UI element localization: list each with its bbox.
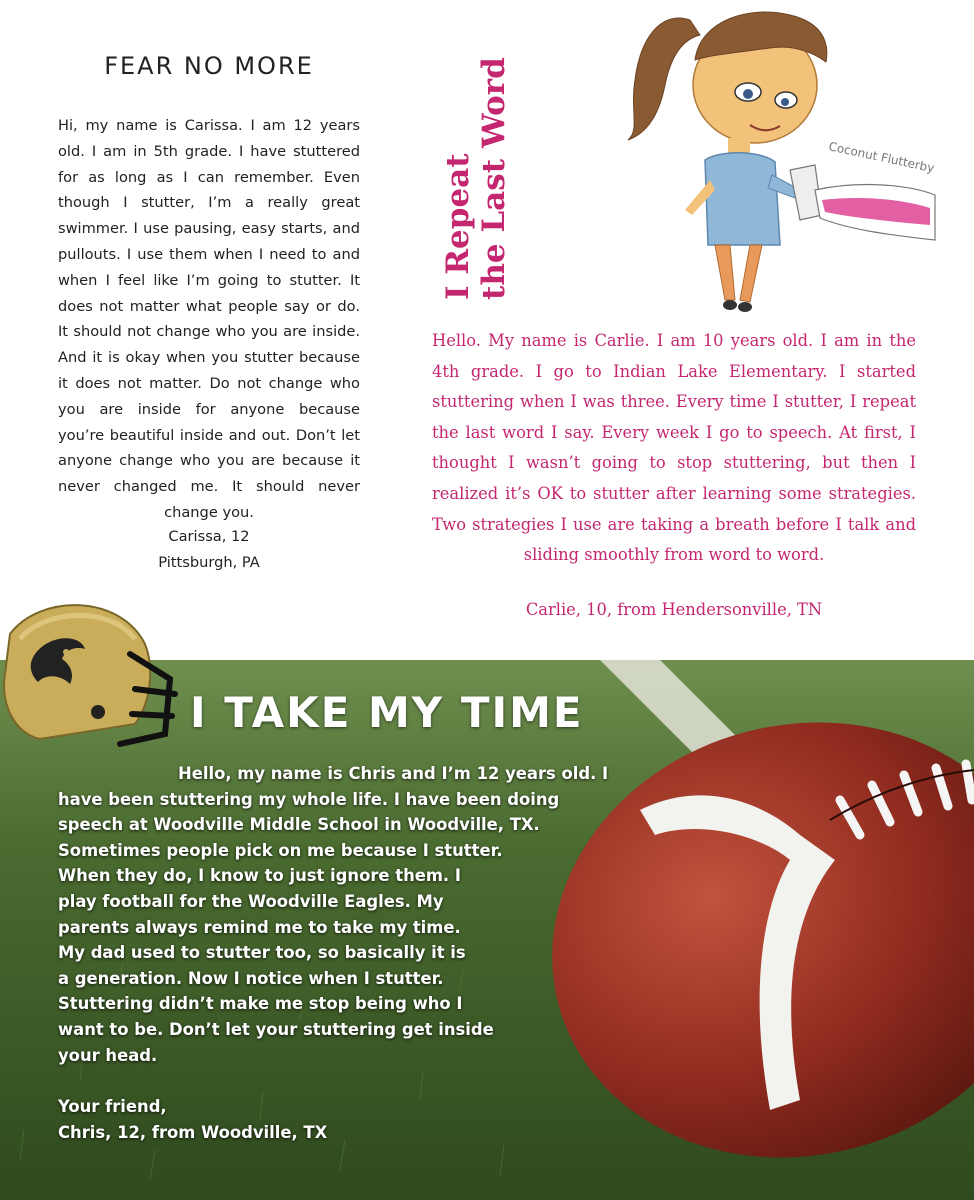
drawing-caption: Coconut Flutterby [827,139,936,176]
story3-body-line: a generation. Now I notice when I stutter. [58,968,444,988]
story3-signature-block [58,1094,327,1145]
story2-signature: Carlie, 10, from Hendersonville, TN [525,600,823,619]
story3-body-line: Sometimes people pick on me because I stutter. [58,840,503,860]
eagles-helmet-image [0,594,184,754]
story1-signature [58,524,360,576]
story3-body-line: When they do, I know to just ignore them. I [58,866,461,886]
story1-title: FEAR NO MORE [104,52,314,80]
story1-signature-name: Carissa, 12 [168,528,250,545]
story3-body-line: My dad used to stutter too, so basically it is [58,943,466,963]
story3-body-line: want to be. Don’t let your stuttering get inside [58,1019,494,1039]
story2-body: Hello. My name is Carlie. I am 10 years old. I am in the 4th grade. I go to Indian Lake Elementary. I started stuttering when I was three. Every time I stutter, I repeat the last word I say. Every week I go to speech. At first, I thought I wasn’t going to stop stuttering, but then I realized it’s OK to stutter after learning some strategies. Two strategies I use are taking a breath before I talk and sliding smoothly from word to word. [432,331,916,565]
story3-body-line: parents always remind me to take my time. [58,917,461,937]
story3-body-line: Stuttering didn’t make me stop being who I [58,994,463,1014]
story3-body-line: play football for the Woodville Eagles. My [58,891,444,911]
story3-body-line: have been stuttering my whole life. I have been doing [58,789,560,809]
child-drawing-illustration [590,0,950,320]
story3-title: I TAKE MY TIME [190,688,584,737]
story3-body-line: your head. [58,1045,158,1065]
story3-signature: Chris, 12, from Woodville, TX [58,1122,328,1142]
story3-body-line: speech at Woodville Middle School in Woodville, TX. [58,815,540,835]
story1-signature-place: Pittsburgh, PA [158,554,260,571]
story3-closing: Your friend, [58,1097,167,1116]
story2-title-line2: the Last Word [476,57,512,300]
story3-body-line: Hello, my name is Chris and I’m 12 years old. I [178,764,609,783]
story3-body [58,761,658,1068]
story1-body: Hi, my name is Carissa. I am 12 years old. I am in 5th grade. I have stuttered for as long as I can remember. Even though I stutter, I’m a really great swimmer. I use pausing, easy starts, and pullouts. I use them when I need to and when I feel like I’m going to stutter. It does not matter what people say or do. It should not change who you are inside. And it is okay when you stutter because it does not matter. Do not change who you are inside for anyone because you’re beautiful inside and out. Don’t let anyone change who you are because it never changed me. It should never change you. [58,117,360,521]
story2-title [440,57,512,300]
story2-title-line1: I Repeat [440,153,476,300]
